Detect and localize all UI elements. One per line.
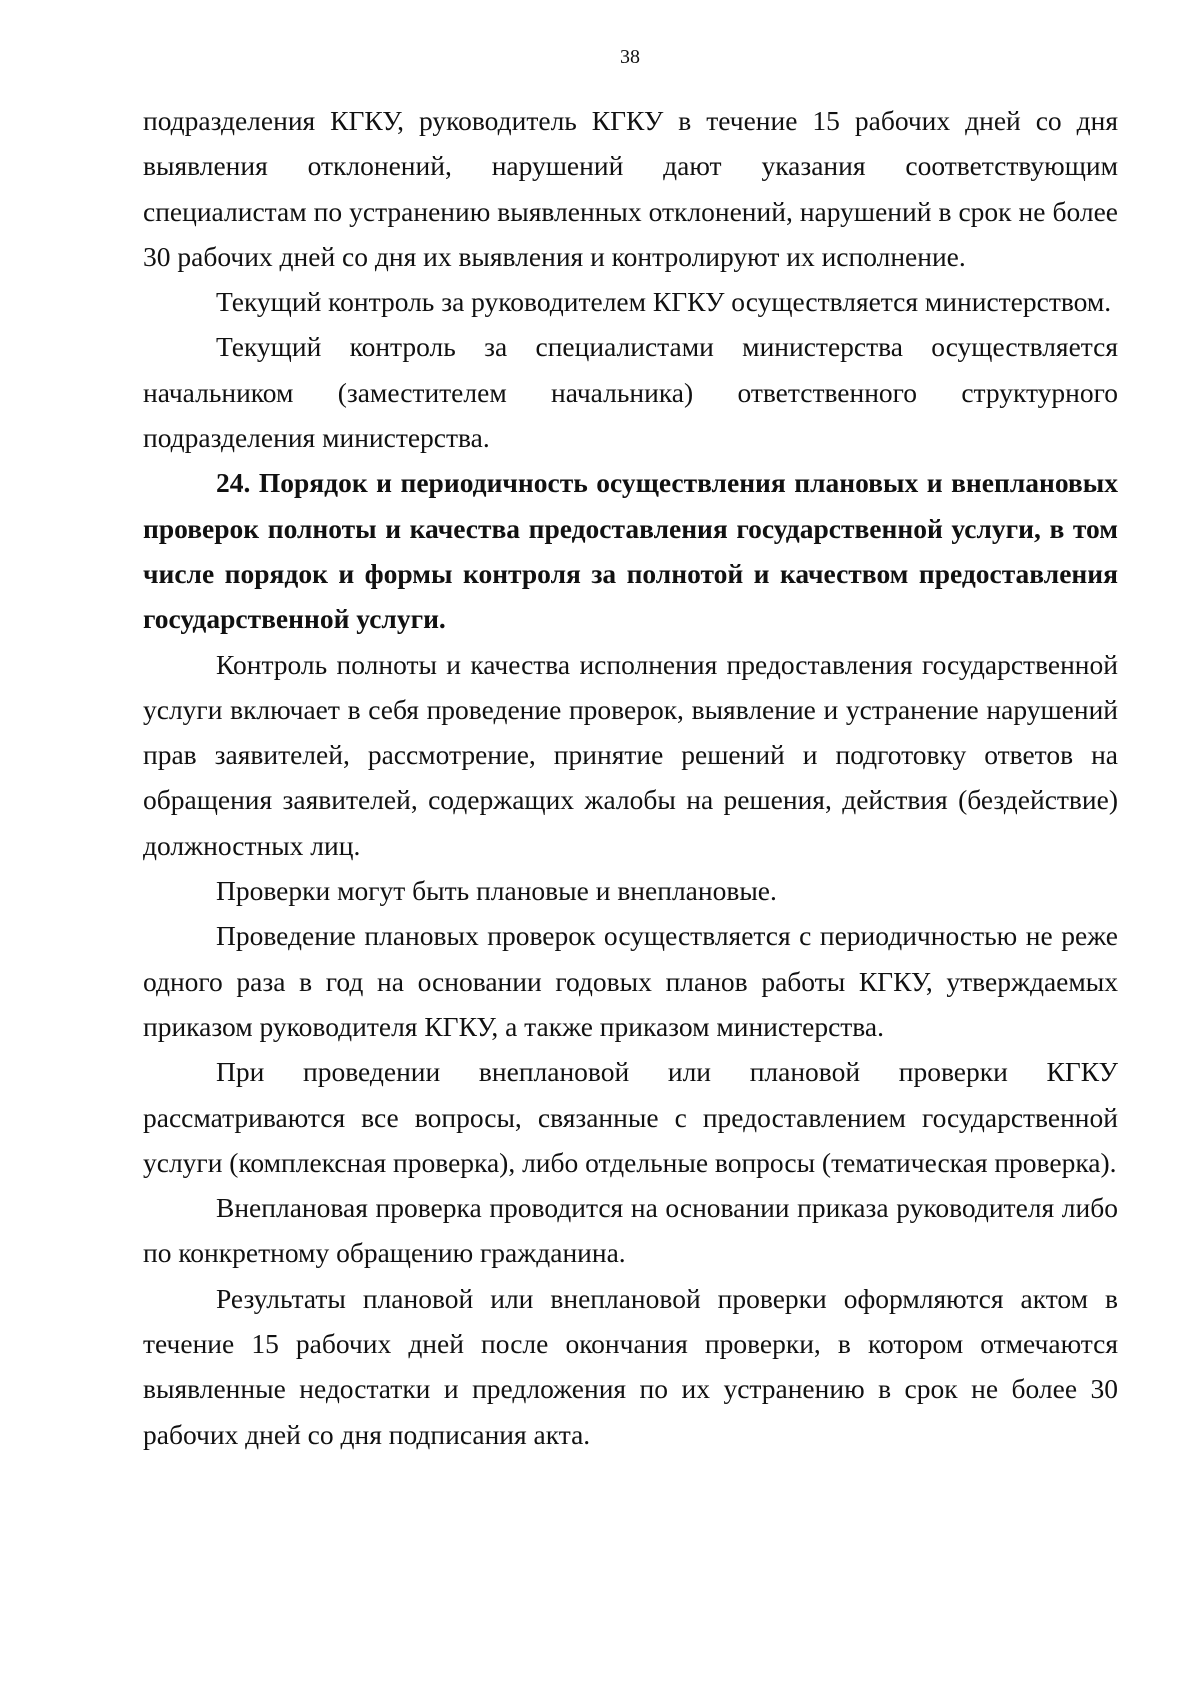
document-body: [143, 98, 1118, 1457]
paragraph-planned-checks: Проведение плановых проверок осуществляется с периодичностью не реже одного раза в год на основании годовых планов работы КГКУ, утверждаемых приказом руководителя КГКУ, а также приказом министерства.: [143, 920, 1118, 1042]
paragraph-check-results: Результаты плановой или внеплановой проверки оформляются актом в течение 15 рабочих дней после окончания проверки, в котором отмечаются выявленные недостатки и предложения по их устранению в срок не более 30 рабочих дней со дня подписания акта.: [143, 1282, 1118, 1450]
paragraph-continuation: подразделения КГКУ, руководитель КГКУ в течение 15 рабочих дней со дня выявления отклонений, нарушений дают указания соответствующим специалистам по устранению выявленных отклонений, нарушений в срок не более 30 рабочих дней со дня их выявления и контролируют их исполнение.: [143, 105, 1118, 272]
page-number: 38: [620, 46, 640, 68]
paragraph-check-scope: При проведении внеплановой или плановой проверки КГКУ рассматриваются все вопросы, связанные с предоставлением государственной услуги (комплексная проверка), либо отдельные вопросы (тематическая проверка).: [143, 1056, 1118, 1178]
paragraph-quality-control: Контроль полноты и качества исполнения предоставления государственной услуги включает в себя проведение проверок, выявление и устранение нарушений прав заявителей, рассмотрение, принятие решений и подготовку ответов на обращения заявителей, содержащих жалобы на решения, действия (бездействие) должностных лиц.: [143, 648, 1118, 861]
paragraph-unplanned-checks: Внеплановая проверка проводится на основании приказа руководителя либо по конкретному обращению гражданина.: [143, 1192, 1118, 1269]
paragraph-manager-control: Текущий контроль за руководителем КГКУ осуществляется министерством.: [216, 286, 1112, 318]
paragraph-check-types: Проверки могут быть плановые и внеплановые.: [216, 875, 777, 907]
paragraph-specialists-control: Текущий контроль за специалистами министерства осуществляется начальником (заместителем начальника) ответственного структурного подразделения министерства.: [143, 331, 1118, 454]
section-heading-24: 24. Порядок и периодичность осуществления плановых и внеплановых проверок полноты и качества предоставления государственной услуги, в том числе порядок и формы контроля за полнотой и качеством предоставления государственной услуги.: [143, 467, 1118, 635]
